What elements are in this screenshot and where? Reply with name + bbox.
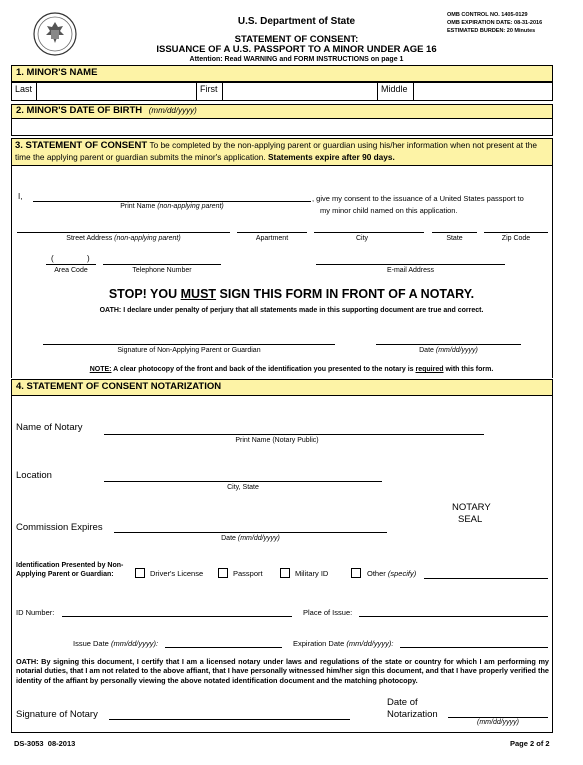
state-caption: State bbox=[446, 235, 463, 242]
id-number-input[interactable] bbox=[62, 616, 292, 617]
city-input[interactable] bbox=[314, 232, 424, 233]
telephone-input[interactable] bbox=[103, 264, 221, 265]
attention-note: Attention: Read WARNING and FORM INSTRUCTIONS on page 1 bbox=[189, 56, 404, 63]
section-4-header bbox=[11, 379, 553, 396]
department-name: U.S. Department of State bbox=[237, 16, 356, 27]
email-input[interactable] bbox=[316, 264, 505, 265]
area-code-input[interactable] bbox=[46, 264, 96, 265]
photocopy-note: NOTE: A clear photocopy of the front and back of the identification you presented to the notary is required with this form. bbox=[89, 366, 494, 373]
apartment-input[interactable] bbox=[237, 232, 307, 233]
stop-warning: STOP! YOU MUST SIGN THIS FORM IN FRONT OF A NOTARY. bbox=[108, 287, 475, 301]
city-caption: City bbox=[355, 235, 369, 242]
drivers-license-checkbox[interactable] bbox=[135, 568, 145, 578]
military-id-checkbox[interactable] bbox=[280, 568, 290, 578]
section-1-title: 1. MINOR'S NAME bbox=[16, 67, 98, 78]
notary-seal-line-1: NOTARY bbox=[452, 502, 491, 513]
page-number: Page 2 of 2 bbox=[510, 739, 550, 748]
street-address-input[interactable] bbox=[17, 232, 230, 233]
section-2-title: 2. MINOR'S DATE OF BIRTH bbox=[16, 105, 143, 116]
section-3-expire: Statements expire after 90 days. bbox=[268, 151, 395, 162]
area-code-close-paren: ) bbox=[87, 254, 90, 263]
apartment-caption: Apartment bbox=[255, 235, 289, 242]
telephone-caption: Telephone Number bbox=[132, 267, 192, 274]
issue-date-input[interactable] bbox=[165, 647, 282, 648]
drivers-license-label: Driver's License bbox=[150, 569, 204, 578]
section-4-title: 4. STATEMENT OF CONSENT NOTARIZATION bbox=[16, 381, 222, 392]
other-id-checkbox[interactable] bbox=[351, 568, 361, 578]
parent-signature-date-input[interactable] bbox=[376, 344, 521, 345]
section-3-title: 3. STATEMENT OF CONSENT bbox=[15, 140, 148, 151]
id-number-label: ID Number: bbox=[16, 608, 55, 617]
commission-expires-label: Commission Expires bbox=[16, 522, 103, 533]
zip-code-input[interactable] bbox=[484, 232, 548, 233]
street-address-caption: Street Address (non-applying parent) bbox=[66, 235, 181, 242]
passport-label: Passport bbox=[233, 569, 263, 578]
consent-text-2: my minor child named on this application. bbox=[320, 206, 458, 215]
minor-middle-name-input[interactable] bbox=[413, 82, 553, 101]
id-presented-label: Identification Presented by Non-Applying Parent or Guardian: bbox=[16, 562, 124, 578]
form-number: DS-3053 08-2013 bbox=[14, 739, 76, 748]
date-of-label: Date of bbox=[387, 697, 418, 708]
parent-signature-caption: Signature of Non-Applying Parent or Guardian bbox=[117, 347, 261, 354]
state-input[interactable] bbox=[432, 232, 477, 233]
place-of-issue-input[interactable] bbox=[359, 616, 548, 617]
section-3-instruction: To be completed by the non-applying parent or guardian using his/her information when not present at the time the applying parent or guardian submits the minor's application. bbox=[15, 140, 537, 162]
middle-name-label: Middle bbox=[381, 84, 408, 94]
estimated-burden: ESTIMATED BURDEN: 20 Minutes bbox=[447, 28, 536, 34]
omb-control-number: OMB CONTROL NO. 1405-0129 bbox=[447, 12, 528, 18]
section-3-header bbox=[11, 138, 553, 166]
notarization-date-caption: (mm/dd/yyyy) bbox=[477, 719, 519, 726]
location-label: Location bbox=[16, 470, 52, 481]
omb-expiration-date: OMB EXPIRATION DATE: 08-31-2016 bbox=[447, 20, 543, 26]
section-1-header bbox=[11, 65, 553, 82]
minor-last-name-input[interactable] bbox=[36, 82, 197, 101]
notary-name-caption: Print Name (Notary Public) bbox=[235, 437, 319, 444]
print-name-caption: Print Name (non-applying parent) bbox=[120, 203, 224, 210]
expiration-date-input[interactable] bbox=[400, 647, 548, 648]
area-code-caption: Area Code bbox=[54, 267, 88, 274]
name-of-notary-label: Name of Notary bbox=[16, 422, 83, 433]
issue-date-label: Issue Date (mm/dd/yyyy): bbox=[73, 639, 159, 648]
parent-signature-date-caption: Date (mm/dd/yyyy) bbox=[419, 347, 478, 354]
parent-signature-input[interactable] bbox=[43, 344, 335, 345]
location-input[interactable] bbox=[104, 481, 382, 482]
notarization-label: Notarization bbox=[387, 709, 438, 720]
zip-code-caption: Zip Code bbox=[501, 235, 531, 242]
form-title-line-1: STATEMENT OF CONSENT: bbox=[234, 34, 359, 45]
first-name-label: First bbox=[200, 84, 218, 94]
print-name-input[interactable] bbox=[33, 201, 311, 202]
location-caption: City, State bbox=[227, 484, 259, 491]
email-caption: E-mail Address bbox=[386, 267, 435, 274]
commission-expires-input[interactable] bbox=[114, 532, 387, 533]
form-title-line-2: ISSUANCE OF A U.S. PASSPORT TO A MINOR UNDER AGE 16 bbox=[156, 44, 437, 55]
expiration-date-label: Expiration Date (mm/dd/yyyy): bbox=[293, 639, 394, 648]
notary-seal-line-2: SEAL bbox=[458, 514, 483, 525]
minor-date-of-birth-input[interactable] bbox=[11, 118, 553, 136]
notary-signature-input[interactable] bbox=[109, 719, 350, 720]
other-id-input[interactable] bbox=[424, 578, 548, 579]
section-2-header bbox=[11, 104, 553, 119]
military-id-label: Military ID bbox=[295, 569, 329, 578]
consent-text-1: , give my consent to the issuance of a United States passport to bbox=[312, 194, 524, 203]
commission-expires-caption: Date (mm/dd/yyyy) bbox=[221, 535, 280, 542]
section-2-format: (mm/dd/yyyy) bbox=[148, 106, 197, 115]
other-id-label: Other (specify) bbox=[367, 569, 417, 578]
oath-statement: OATH: I declare under penalty of perjury that all statements made in this supporting document are true and correct. bbox=[99, 307, 484, 314]
notarization-date-input[interactable] bbox=[448, 717, 548, 718]
notary-oath-statement: OATH: By signing this document, I certify that I am a licensed notary under laws and regulations of the state or country for which I am performing my notarial duties, that I am not related to the above affiant, that I have personally witnessed him/her sign this document, and that I have properly verified the identity of the affiant by personally viewing the above notated identification document and the matching photocopy. bbox=[16, 657, 549, 685]
area-code-open-paren: ( bbox=[51, 254, 54, 263]
last-name-label: Last bbox=[15, 84, 33, 94]
signature-of-notary-label: Signature of Notary bbox=[16, 709, 98, 720]
minor-first-name-input[interactable] bbox=[222, 82, 378, 101]
notary-name-input[interactable] bbox=[104, 434, 484, 435]
passport-checkbox[interactable] bbox=[218, 568, 228, 578]
place-of-issue-label: Place of Issue: bbox=[303, 608, 353, 617]
i-label: I, bbox=[18, 192, 23, 201]
